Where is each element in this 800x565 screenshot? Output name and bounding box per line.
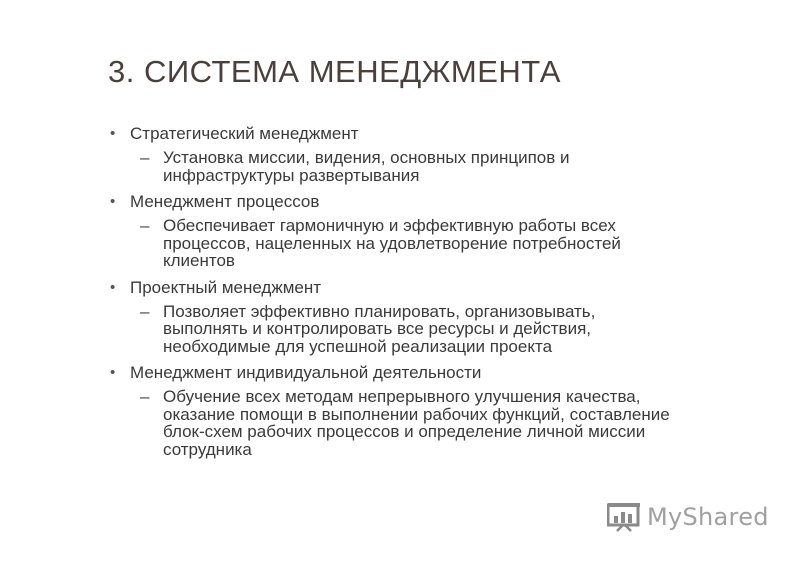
bullet-icon: • xyxy=(110,278,116,296)
sub-item xyxy=(108,303,768,356)
bullet-item xyxy=(108,192,768,211)
dash-icon: – xyxy=(140,148,150,167)
sub-item-line: блок-схем рабочих процессов и определение личной миссии xyxy=(163,422,646,441)
sub-item-line: клиентов xyxy=(163,251,235,270)
sub-item xyxy=(108,388,768,458)
bullet-label: Проектный менеджмент xyxy=(130,277,322,297)
watermark-text: MyShared xyxy=(647,503,769,531)
bullet-icon: • xyxy=(110,364,116,381)
sub-item-line: Обеспечивает гармоничную и эффективную работы всех xyxy=(163,216,616,235)
bullet-item xyxy=(108,124,768,143)
sub-item xyxy=(108,217,768,270)
bullet-icon: • xyxy=(110,125,116,142)
sub-item-line: выполнять и контролировать все ресурсы и действия, xyxy=(163,319,592,338)
sub-item-line: инфраструктуры развертывания xyxy=(163,165,420,185)
bullet-item xyxy=(108,278,768,297)
sub-item-line: оказание помощи в выполнении рабочих функций, составление xyxy=(163,404,670,424)
watermark-logo xyxy=(607,502,769,532)
sub-item-line: Позволяет эффективно планировать, организовывать, xyxy=(163,301,596,321)
sub-item-line: Установка миссии, видения, основных принципов и xyxy=(163,148,570,167)
bullet-icon: • xyxy=(110,193,116,210)
sub-item-line: Обучение всех методам непрерывного улучшения качества, xyxy=(163,387,641,406)
dash-icon: – xyxy=(140,387,150,406)
sub-item-line: процессов, нацеленных на удовлетворение потребностей xyxy=(163,233,621,253)
presentation-board-icon xyxy=(607,502,641,532)
bullet-label: Стратегический менеджмент xyxy=(130,124,359,143)
bullet-item xyxy=(108,363,768,382)
bullet-label: Менеджмент процессов xyxy=(130,192,320,211)
sub-item-line: необходимые для успешной реализации проекта xyxy=(163,336,553,356)
dash-icon: – xyxy=(140,216,150,235)
sub-item-line: сотрудника xyxy=(163,439,252,459)
bullet-list xyxy=(108,124,768,466)
slide-title: 3. СИСТЕМА МЕНЕДЖМЕНТА xyxy=(108,54,561,89)
sub-item xyxy=(108,149,768,184)
bullet-label: Менеджмент индивидуальной деятельности xyxy=(130,363,482,382)
dash-icon: – xyxy=(140,301,150,321)
